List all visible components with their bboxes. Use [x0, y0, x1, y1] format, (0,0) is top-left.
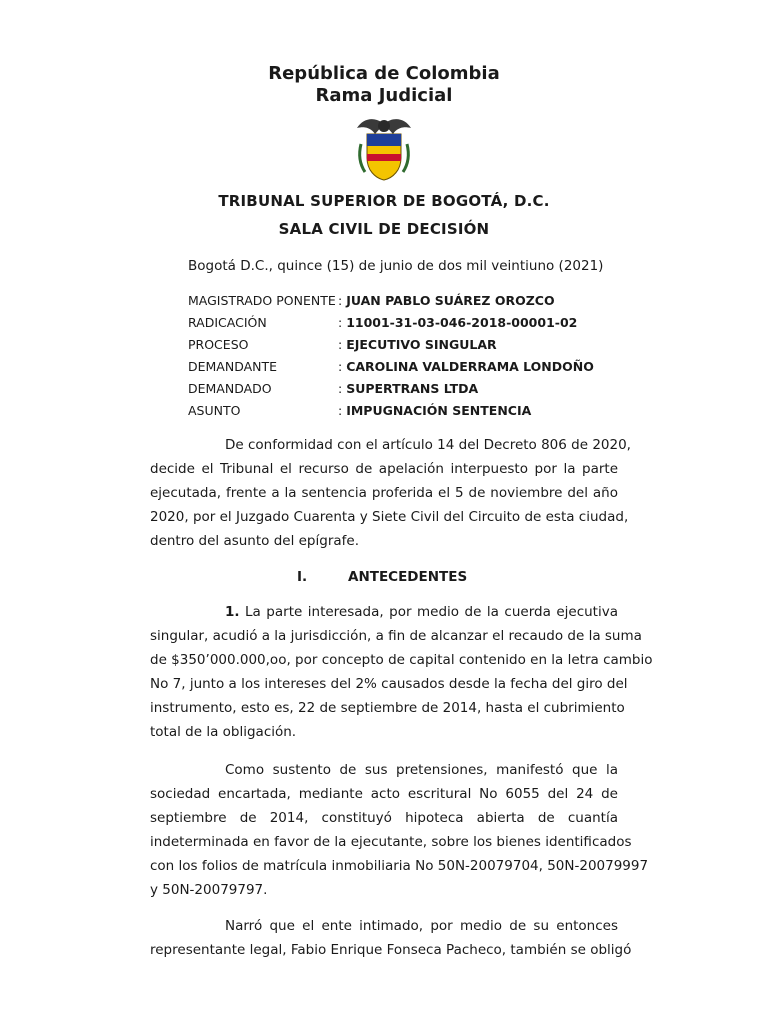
section-title: ANTECEDENTES	[348, 569, 468, 585]
case-info-label: RADICACIÓN	[188, 315, 267, 330]
text-line: de $350’000.000,oo, por concepto de capital contenido en la letra cambio	[150, 652, 653, 668]
text-line: singular, acudió a la jurisdicción, a fin de alcanzar el recaudo de la suma	[150, 628, 642, 644]
case-info-label: DEMANDANTE	[188, 359, 278, 374]
text-line: septiembre de 2014, constituyó hipoteca abierta de cuantía	[150, 810, 618, 826]
intro-paragraph	[150, 433, 631, 553]
case-info-value: SUPERTRANS LTDA	[346, 381, 479, 396]
branch-heading: Rama Judicial	[315, 85, 453, 106]
case-info-label: ASUNTO	[188, 403, 241, 418]
country-heading: República de Colombia	[268, 63, 500, 84]
text-line: instrumento, esto es, 22 de septiembre de 2014, hasta el cubrimiento	[150, 700, 625, 716]
date-line: Bogotá D.C., quince (15) de junio de dos mil veintiuno (2021)	[188, 258, 604, 274]
text-line: 2020, por el Juzgado Cuarenta y Siete Civil del Circuito de esta ciudad,	[150, 509, 629, 525]
case-info-value: JUAN PABLO SUÁREZ OROZCO	[346, 293, 555, 308]
court-heading: TRIBUNAL SUPERIOR DE BOGOTÁ, D.C.	[218, 192, 550, 210]
text-line: indeterminada en favor de la ejecutante, sobre los bienes identificados	[150, 834, 632, 850]
case-info-value: CAROLINA VALDERRAMA LONDOÑO	[346, 359, 594, 374]
case-info-label: DEMANDADO	[188, 381, 272, 396]
paragraph-text: La parte interesada, por medio de la cuerda ejecutiva	[239, 604, 618, 620]
coat-of-arms-icon	[355, 114, 413, 184]
chamber-heading: SALA CIVIL DE DECISIÓN	[278, 220, 490, 238]
text-line: dentro del asunto del epígrafe.	[150, 533, 359, 549]
text-line: No 7, junto a los intereses del 2% causados desde la fecha del giro del	[150, 676, 628, 692]
case-info-label: MAGISTRADO PONENTE	[188, 293, 336, 308]
section-number: I.	[297, 569, 308, 585]
paragraph-1	[150, 600, 653, 744]
text-line: representante legal, Fabio Enrique Fonseca Pacheco, también se obligó	[150, 942, 632, 958]
text-line: De conformidad con el artículo 14 del Decreto 806 de 2020,	[225, 437, 631, 453]
text-line: sociedad encartada, mediante acto escritural No 6055 del 24 de	[150, 786, 618, 802]
text-line	[150, 600, 618, 624]
text-line: con los folios de matrícula inmobiliaria No 50N-20079704, 50N-20079997	[150, 858, 649, 874]
case-info-label: PROCESO	[188, 337, 249, 352]
paragraph-3	[150, 914, 632, 962]
text-line: Narró que el ente intimado, por medio de su entonces	[225, 918, 618, 934]
text-line: total de la obligación.	[150, 724, 297, 740]
case-info-value: IMPUGNACIÓN SENTENCIA	[346, 403, 532, 418]
case-info-value: EJECUTIVO SINGULAR	[346, 337, 497, 352]
paragraph-number: 1.	[225, 604, 240, 620]
text-line: y 50N-20079797.	[150, 882, 268, 898]
text-line: decide el Tribunal el recurso de apelación interpuesto por la parte	[150, 461, 618, 477]
case-info-value: 11001-31-03-046-2018-00001-02	[346, 315, 578, 330]
paragraph-2	[150, 758, 649, 902]
text-line: ejecutada, frente a la sentencia proferida el 5 de noviembre del año	[150, 485, 618, 501]
document-page: República de Colombia Rama Judicial TRIBUNAL SUPERIOR DE BOGOTÁ, D.C. SALA CIVIL DE DECISIÓN Bogotá D.C., quince (15) de junio de dos mil veintiuno (2021) MAGISTRADO PONENTE : JUAN PABLO SUÁREZ OROZCO RADICACIÓN : 11001-31-03-046-2018-00001-02 PROCESO : EJECUTIVO SINGULAR DEMANDANTE : CAROLINA VALDERRAMA LONDOÑO DEMANDADO : SUPERTRANS LTDA ASUNTO : IMPUGNACIÓN SENTENCIA De conformidad con el artículo 14 del Decreto 806 de 2020, decide el Tribunal el recurso de apelación interpuesto por la parte ejecutada, frente a la sentencia proferida el 5 de noviembre del año 2020, por el Juzgado Cuarenta y Siete Civil del Circuito de esta ciudad, dentro del asunto del epígrafe. I. ANTECEDENTES 1. La parte interesada, por medio de la cuerda ejecutiva singular, acudió a la jurisdicción, a fin de alcanzar el recaudo de la suma de $350’000.000,oo, por concepto de capital contenido en la letra cambio No 7, junto a los intereses del 2% causados desde la fecha del giro del instrumento, esto es, 22 de septiembre de 2014, hasta el cubrimiento total de la obligación. Como sustento de sus pretensiones, manifestó que la sociedad encartada, mediante acto escritural No 6055 del 24 de septiembre de 2014, constituyó hipoteca abierta de cuantía indeterminada en favor de la ejecutante, sobre los bienes identificados con los folios de matrícula inmobiliaria No 50N-20079704, 50N-20079997 y 50N-20079797. Narró que el ente intimado, por medio de su entonces representante legal, Fabio Enrique Fonseca Pacheco, también se obligó	[0, 0, 768, 1024]
text-line: Como sustento de sus pretensiones, manifestó que la	[225, 762, 618, 778]
